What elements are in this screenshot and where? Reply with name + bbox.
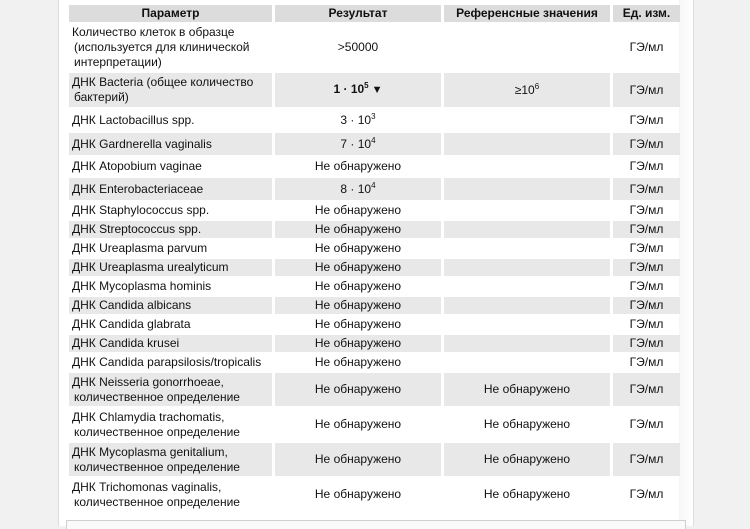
ref-cell [444,221,610,238]
result-cell: Не обнаружено [275,373,441,406]
param-cell [69,73,272,107]
result-cell [275,133,441,155]
result-exponent: 5 [364,81,369,90]
param-line: ДНК Trichomonas vaginalis, [72,479,222,494]
result-cell: Не обнаружено [275,259,441,276]
next-section-box [66,520,686,529]
unit-cell: ГЭ/мл [629,317,664,331]
unit-cell: ГЭ/мл [613,178,680,200]
param-line: ДНК Mycoplasma genitalium, [72,444,228,459]
unit-cell: ГЭ/мл [613,73,680,107]
result-cell: Не обнаружено [314,159,402,173]
param-cell [69,443,272,476]
table-row [69,354,680,371]
decrease-arrow-icon: ▼ [371,84,383,96]
ref-cell [444,73,610,107]
result-exponent: 3 [371,111,376,121]
result-cell: Не обнаружено [275,297,441,314]
result-cell: Не обнаружено [275,221,441,238]
result-cell: Не обнаружено [275,335,441,352]
result-exponent: 4 [371,180,376,190]
table-row [69,297,680,314]
ref-cell: Не обнаружено [483,487,571,501]
param-cell: ДНК Candida parapsilosis/tropicalis [72,355,262,369]
param-cell: ДНК Candida albicans [69,297,272,314]
result-cell: Не обнаружено [314,487,402,501]
ref-cell [444,316,610,333]
result-cell: Не обнаружено [275,443,441,476]
param-line: бактерий) [74,90,129,104]
table-row [69,408,680,441]
param-line: (используется для клинической [74,40,250,54]
unit-cell: ГЭ/мл [629,159,664,173]
param-cell: ДНК Candida glabrata [72,317,191,331]
result-value: 7 · 10 [340,136,372,151]
result-value: 8 · 10 [340,181,372,196]
header-param: Параметр [69,5,272,22]
param-cell: ДНК Streptococcus spp. [69,221,272,238]
unit-cell: ГЭ/мл [613,133,680,155]
table-row [69,157,680,176]
result-value: 3 · 10 [340,112,372,127]
unit-cell: ГЭ/мл [613,221,680,238]
table-row [69,335,680,352]
param-cell: ДНК Lactobacillus spp. [72,112,195,127]
param-line: интерпретации) [74,55,162,69]
header-unit: Ед. изм. [613,5,680,22]
unit-cell: ГЭ/мл [613,335,680,352]
param-cell: ДНК Enterobacteriaceae [69,178,272,200]
table-row [69,73,680,107]
param-cell [69,373,272,406]
param-cell: ДНК Ureaplasma parvum [72,241,208,255]
unit-cell: ГЭ/мл [629,355,664,369]
ref-cell: Не обнаружено [444,373,610,406]
unit-cell: ГЭ/мл [613,259,680,276]
result-cell: Не обнаружено [314,203,402,217]
result-cell [275,178,441,200]
param-cell [69,478,272,511]
ref-exponent: 6 [534,81,540,91]
result-cell [275,109,441,131]
table-row [69,221,680,238]
param-line: ДНК Bacteria (общее количество [72,75,254,89]
table-row [69,259,680,276]
param-cell: ДНК Staphylococcus spp. [72,203,210,217]
result-cell: Не обнаружено [314,317,402,331]
param-line: количественное определение [74,494,240,509]
unit-cell: ГЭ/мл [629,112,664,127]
table-row [69,24,680,71]
table-row [69,109,680,131]
unit-cell: ГЭ/мл [629,40,664,54]
table-row [69,240,680,257]
unit-cell: ГЭ/мл [629,241,664,255]
param-cell: ДНК Mycoplasma hominis [72,279,212,293]
ref-cell: Не обнаружено [444,443,610,476]
table-header-row [69,5,680,22]
param-cell: ДНК Candida krusei [69,335,272,352]
table-row [69,443,680,476]
ref-cell [444,259,610,276]
results-table [66,3,683,513]
header-ref: Референсные значения [444,5,610,22]
ref-cell [444,278,610,295]
table-row [69,278,680,295]
param-line: количественное определение [74,424,240,439]
result-cell: Не обнаружено [314,417,402,431]
result-value: 1 · 10 [333,82,365,96]
param-line: количественное определение [74,459,240,474]
table-row [69,478,680,511]
table-body [69,24,680,511]
ref-cell [444,240,610,257]
ref-cell [444,109,610,131]
param-cell: ДНК Atopobium vaginae [72,159,202,173]
param-cell [69,24,272,71]
unit-cell: ГЭ/мл [613,443,680,476]
unit-cell: ГЭ/мл [613,373,680,406]
ref-value: ≥10 [514,82,535,97]
result-cell: >50000 [337,40,379,54]
ref-cell [444,202,610,219]
table-row [69,202,680,219]
param-line: ДНК Chlamydia trachomatis, [72,409,225,424]
ref-cell [444,354,610,371]
param-line: количественное определение [74,389,240,404]
result-exponent: 4 [371,135,376,145]
table-row [69,373,680,406]
unit-cell: ГЭ/мл [629,279,664,293]
result-cell [275,73,441,107]
result-cell: Не обнаружено [314,355,402,369]
unit-cell: ГЭ/мл [629,203,664,217]
unit-cell: ГЭ/мл [629,487,664,501]
param-cell: ДНК Ureaplasma urealyticum [69,259,272,276]
ref-cell: Не обнаружено [483,417,571,431]
ref-cell [444,24,610,71]
result-cell: Не обнаружено [314,279,402,293]
ref-cell [444,297,610,314]
param-line: ДНК Neisseria gonorrhoeae, [72,374,224,389]
unit-cell: ГЭ/мл [613,297,680,314]
table-row [69,178,680,200]
param-cell: ДНК Gardnerella vaginalis [69,133,272,155]
ref-cell [444,178,610,200]
header-result: Результат [275,5,441,22]
result-cell: Не обнаружено [314,241,402,255]
table-row [69,133,680,155]
param-cell [69,408,272,441]
param-line: Количество клеток в образце [72,25,235,39]
unit-cell: ГЭ/мл [629,417,664,431]
ref-cell [444,335,610,352]
ref-cell [444,133,610,155]
table-row [69,316,680,333]
ref-cell [444,157,610,176]
